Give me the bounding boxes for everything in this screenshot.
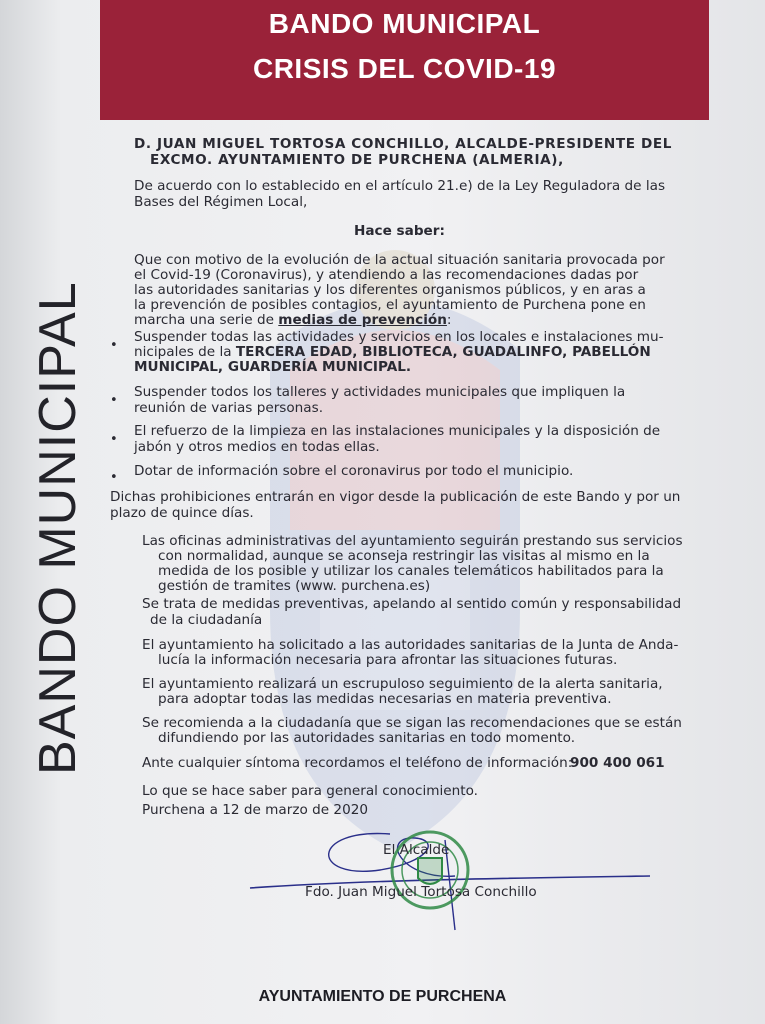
bullet-1-line-3: MUNICIPAL, GUARDERÍA MUNICIPAL.: [134, 359, 412, 375]
motivo-line-1: Que con motivo de la evolución de la actual situación sanitaria provocada por: [134, 252, 665, 268]
mayor-heading-line-1: D. JUAN MIGUEL TORTOSA CONCHILLO, ALCALDE-PRESIDENTE DEL: [134, 136, 673, 152]
bullet-dot: •: [110, 470, 118, 485]
oficinas-line-3: medida de los posible y utilizar los canales telemáticos habilitados para la: [158, 563, 664, 579]
oficinas-line-1: Las oficinas administrativas del ayuntamiento seguirán prestando sus servicios: [142, 533, 683, 549]
motivo-line-4: la prevención de posibles contagios, el ayuntamiento de Purchena pone en: [134, 297, 646, 313]
recomienda-line-2: difundiendo por las autoridades sanitarias en todo momento.: [158, 730, 576, 746]
bullet-2-line-2: reunión de varias personas.: [134, 400, 324, 416]
firma-line: Fdo. Juan Miguel Tortosa Conchillo: [305, 884, 537, 900]
solicitado-line-2: lucía la información necesaria para afrontar las situaciones futuras.: [158, 652, 618, 668]
motivo-line-2: el Covid-19 (Coronavirus), y atendiendo a las recomendaciones dadas por: [134, 267, 639, 283]
bullet-dot: •: [110, 432, 118, 447]
banner-title-line-2: CRISIS DEL COVID-19: [252, 53, 557, 84]
motivo-line-5: [134, 313, 452, 329]
oficinas-line-2: con normalidad, aunque se aconseja restringir las visitas al mismo en la: [158, 548, 650, 564]
intro-line-1: De acuerdo con lo establecido en el artículo 21.e) de la Ley Reguladora de las: [134, 178, 666, 194]
phone-number: 900 400 061: [570, 755, 665, 771]
recomienda-line-1: Se recomienda a la ciudadanía que se sigan las recomendaciones que se están: [142, 715, 682, 731]
intro-line-2: Bases del Régimen Local,: [134, 194, 308, 210]
bullet-2-line-1: Suspender todos los talleres y actividades municipales que impliquen la: [134, 384, 626, 400]
motivo-line-3: las autoridades sanitarias y los diferentes organismos públicos, y en aras a: [134, 282, 646, 298]
preventivas-line-2: de la ciudadanía: [150, 612, 263, 628]
motivo-line-5-pre: marcha una serie de: [134, 312, 279, 328]
solicitado-line-1: El ayuntamiento ha solicitado a las autoridades sanitarias de la Junta de Anda-: [142, 637, 679, 653]
fecha-line: Purchena a 12 de marzo de 2020: [142, 802, 369, 818]
bullet-1-facilities: TERCERA EDAD, BIBLIOTECA, GUADALINFO, PABELLÓN: [235, 344, 651, 360]
bullet-3-line-1: El refuerzo de la limpieza en las instalaciones municipales y la disposición de: [134, 423, 661, 439]
motivo-line-5-post: :: [446, 312, 452, 328]
bullet-dot: •: [110, 393, 118, 408]
seguimiento-line-2: para adoptar todas las medidas necesarias en materia preventiva.: [158, 691, 612, 707]
footer-municipality: AYUNTAMIENTO DE PURCHENA: [258, 988, 507, 1005]
bullet-dot: •: [110, 338, 118, 353]
title-banner: [100, 0, 709, 120]
conocimiento-line: Lo que se hace saber para general conocimiento.: [142, 783, 478, 799]
seguimiento-line-1: El ayuntamiento realizará un escrupuloso seguimiento de la alerta sanitaria,: [142, 676, 663, 692]
prohibiciones-line-2: plazo de quince días.: [110, 505, 254, 521]
bullet-4-line-1: Dotar de información sobre el coronavirus por todo el municipio.: [134, 463, 574, 479]
mayor-heading-line-2: EXCMO. AYUNTAMIENTO DE PURCHENA (ALMERIA),: [150, 152, 564, 168]
banner-title-line-1: BANDO MUNICIPAL: [268, 8, 541, 39]
bullet-3-line-2: jabón y otros medios en todas ellas.: [134, 439, 380, 455]
oficinas-line-4: gestión de tramites (www. purchena.es): [158, 578, 431, 594]
bullet-1-line-1: Suspender todas las actividades y servicios en los locales e instalaciones mu-: [134, 329, 664, 345]
medias-prevencion-label: medias de prevención: [278, 312, 447, 328]
preventivas-line-1: Se trata de medidas preventivas, apelando al sentido común y responsabilidad: [142, 596, 682, 612]
hace-saber-heading: Hace saber:: [354, 223, 445, 239]
sintoma-line: Ante cualquier síntoma recordamos el teléfono de información:: [142, 755, 573, 771]
bullet-1-line-2-pre: nicipales de la: [134, 344, 236, 360]
side-title: BANDO MUNICIPAL: [29, 281, 87, 775]
alcalde-label: El Alcalde: [383, 842, 450, 858]
prohibiciones-line-1: Dichas prohibiciones entrarán en vigor desde la publicación de este Bando y por un: [110, 489, 681, 505]
